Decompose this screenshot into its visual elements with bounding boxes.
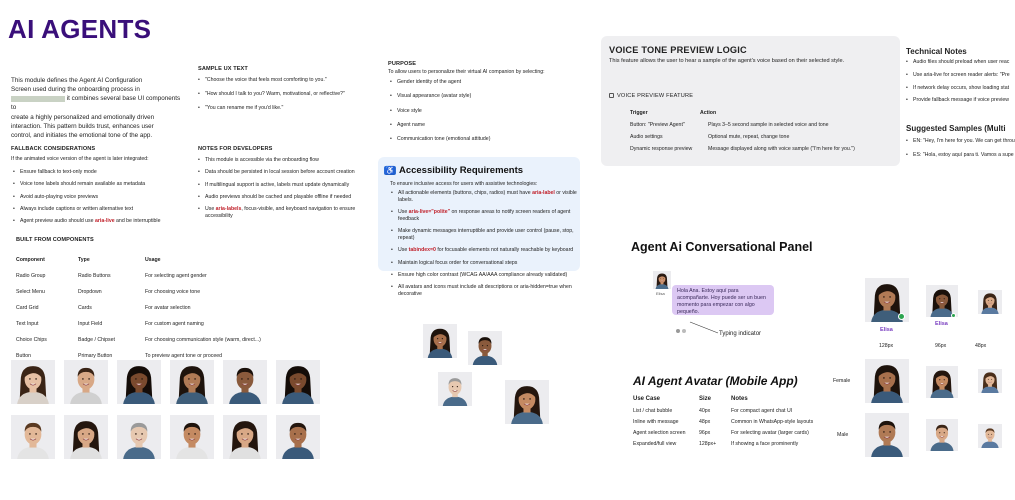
size-label-48: 48px: [975, 343, 987, 349]
intro-line-4: create a highly personalized and emotionally driven: [11, 113, 155, 121]
agent-name: Elisa: [656, 291, 665, 296]
technical-heading: Technical Notes: [906, 47, 967, 56]
avatar-grid-item[interactable]: [11, 360, 55, 404]
voice-tone-panel: [601, 36, 900, 166]
table-row: List / chat bubble 40px For compact agent chat UI: [633, 408, 793, 414]
avatar-cluster-item: [468, 331, 502, 365]
avatar-48: [978, 290, 1002, 314]
typing-indicator-line: [690, 321, 720, 335]
fallback-heading: FALLBACK CONSIDERATIONS: [11, 146, 96, 152]
table-row: Dynamic response preview Message displayed along with voice sample ("I'm here for you."): [630, 146, 855, 152]
avatar-grid-item[interactable]: [223, 415, 267, 459]
portrait-icon: [223, 415, 267, 459]
accessibility-subtitle: To ensure inclusive access for users with assistive technologies:: [390, 181, 538, 187]
portrait-icon: [865, 359, 909, 403]
avatar-grid-item[interactable]: [64, 360, 108, 404]
voice-table: [630, 110, 855, 162]
list-item: • All actionable elements (buttons, chips, radios) must have aria-label or visible labels.: [391, 190, 581, 204]
list-item: • Make dynamic messages interruptible and provide user control (pause, stop, repeat): [391, 228, 581, 242]
portrait-icon: [223, 360, 267, 404]
portrait-icon: [468, 331, 502, 365]
list-item: • Ensure fallback to text-only mode: [13, 169, 193, 176]
portrait-icon: [117, 415, 161, 459]
portrait-icon: [978, 424, 1002, 448]
intro-line-2: Screen used during the onboarding process in: [11, 86, 140, 94]
code-aria-live: aria-live: [94, 218, 115, 225]
accessibility-icon: ♿: [385, 166, 395, 175]
portrait-icon: [423, 324, 457, 358]
table-row: Select Menu Dropdown For choosing voice tone: [16, 289, 201, 295]
voice-feature-label: VOICE PREVIEW FEATURE: [617, 93, 694, 99]
intro-line-3-row: [11, 94, 186, 112]
list-item: • Always include captions or written alternative text: [13, 206, 193, 213]
female-avatar-small: [978, 369, 1002, 393]
suggested-list: [906, 138, 1015, 164]
mobile-title: AI Agent Avatar (Mobile App): [633, 374, 798, 388]
purpose-heading: PURPOSE: [388, 61, 417, 67]
conv-title: Agent Ai Conversational Panel: [631, 240, 813, 254]
table-row: Radio Group Radio Buttons For selecting agent gender: [16, 273, 207, 279]
portrait-icon: [926, 419, 958, 451]
table-row: Inline with message 48px Common in WhatsApp-style layouts: [633, 419, 814, 425]
portrait-icon: [438, 372, 472, 406]
table-row: Text Input Input Field For custom agent naming: [16, 321, 204, 327]
portrait-icon: [926, 366, 958, 398]
list-item: • "You can rename me if you'd like.": [198, 105, 378, 112]
typing-label: Typing indicator: [719, 331, 762, 337]
redacted-block: [11, 96, 65, 102]
list-item: • Voice tone labels should remain available as metadata: [13, 181, 193, 188]
avatar-grid-item[interactable]: [64, 415, 108, 459]
suggested-heading: Suggested Samples (Multi: [906, 124, 1006, 133]
agent-avatar: [653, 271, 671, 289]
female-avatar-large: [865, 359, 909, 403]
male-label: Male: [837, 432, 849, 438]
list-item: • Agent name: [390, 122, 570, 129]
list-item: • If multilingual support is active, labels must update dynamically: [198, 182, 378, 189]
female-avatar-medium: [926, 366, 958, 398]
accessibility-title: Accessibility Requirements: [398, 165, 524, 176]
intro-line-6: control, and initiates the emotional tone of the app.: [11, 131, 153, 139]
portrait-icon: [978, 290, 1002, 314]
message-text: Hola Ana. Estoy aquí para acompañarte. Hoy puede ser un buen momento para empezar con algo pequeño.: [677, 288, 766, 316]
list-item: • "Choose the voice that feels most comforting to you.": [198, 77, 378, 84]
avatar-grid-item[interactable]: [223, 360, 267, 404]
list-item: • Gender identity of the agent: [390, 79, 570, 86]
intro-line-1: This module defines the Agent AI Configuration: [11, 77, 143, 84]
sample-heading: SAMPLE UX TEXT: [198, 66, 248, 72]
table-row: Agent selection screen 96px For selecting avatar (larger cards): [633, 430, 809, 436]
list-item: • Communication tone (emotional attitude): [390, 136, 570, 143]
intro-line-5: interaction. This pattern builds trust, enhances user: [11, 122, 154, 130]
table-header: Trigger Action: [630, 110, 717, 116]
list-item: • Provide fallback message if voice preview: [906, 97, 1000, 104]
portrait-icon: [11, 360, 55, 404]
dev-notes-list: [198, 157, 378, 225]
list-item: • If network delay occurs, show loading stat: [906, 85, 1000, 92]
table-row: Choice Chips Badge / Chipset For choosing communication style (warm, direct...): [16, 337, 261, 343]
avatar-cluster-item: [423, 324, 457, 358]
mobile-table: [633, 396, 813, 457]
speaker-icon: [609, 93, 614, 98]
online-badge: [898, 313, 905, 320]
intro-line-3: it combines several base UI components to: [11, 95, 181, 112]
table-row: Button: "Preview Agent" Plays 3–5 second sample in selected voice and tone: [630, 122, 829, 128]
list-item: • EN: "Hey, I'm here for you. We can get throu: [906, 138, 1000, 145]
voice-title: VOICE TONE PREVIEW LOGIC: [609, 45, 747, 55]
table-header: Use Case Size Notes: [633, 396, 748, 402]
sample-list: [198, 77, 378, 117]
portrait-icon: [170, 415, 214, 459]
list-item: • Maintain logical focus order for conversational steps: [391, 260, 581, 267]
portrait-icon: [978, 369, 1002, 393]
female-label: Female: [833, 378, 851, 384]
table-header: Component Type Usage: [16, 257, 161, 263]
portrait-icon: [64, 415, 108, 459]
dev-notes-heading: NOTES FOR DEVELOPERS: [198, 146, 273, 152]
size-label-96: 96px: [935, 343, 947, 349]
accessibility-title-row: [384, 165, 523, 176]
voice-subtitle: This feature allows the user to hear a sample of the agent's voice based on their selected style.: [609, 58, 845, 64]
list-item: • Data should be persisted in local session before account creation: [198, 169, 378, 176]
male-avatar-medium: [926, 419, 958, 451]
portrait-icon: [64, 360, 108, 404]
male-avatar-small: [978, 424, 1002, 448]
portrait-icon: [170, 360, 214, 404]
intro-text: [11, 76, 186, 140]
table-row: Button Primary Button To preview agent tone or proceed: [16, 353, 222, 359]
list-item: • ES: "Hola, estoy aquí para ti. Vamos a supe: [906, 152, 1000, 159]
list-item: • Ensure high color contrast (WCAG AA/AAA compliance already validated): [391, 272, 581, 279]
avatar-grid-item[interactable]: [117, 415, 161, 459]
avatar-grid-item[interactable]: [117, 360, 161, 404]
fallback-list: [13, 169, 193, 231]
avatar-128-name: Elisa: [880, 327, 893, 333]
avatar-grid-item[interactable]: [276, 360, 320, 404]
list-item: • This module is accessible via the onboarding flow: [198, 157, 378, 164]
online-badge: [951, 313, 956, 318]
portrait-icon: [11, 415, 55, 459]
voice-feature-row: [609, 93, 693, 99]
portrait-icon: [276, 360, 320, 404]
fallback-subtitle: If the animated voice version of the agent is later integrated:: [11, 156, 149, 162]
size-label-128: 128px: [879, 343, 894, 349]
list-item: • "How should I talk to you? Warm, motivational, or reflective?": [198, 91, 378, 98]
list-item: • Visual appearance (avatar style): [390, 93, 570, 100]
list-item: • Use aria-live="polite" on response areas to notify screen readers of agent feedback: [391, 209, 581, 223]
list-item: • Audio previews should be cached and playable offline if needed: [198, 194, 378, 201]
avatar-grid-item[interactable]: [170, 360, 214, 404]
portrait-icon: [653, 271, 671, 289]
portrait-icon: [505, 380, 549, 424]
components-table: [16, 257, 261, 369]
table-row: Card Grid Cards For avatar selection: [16, 305, 191, 311]
components-heading: BUILT FROM COMPONENTS: [16, 237, 94, 243]
list-item: • Use tabindex=0 for focusable elements not naturally reachable by keyboard: [391, 247, 581, 254]
avatar-grid-item[interactable]: [11, 415, 55, 459]
list-item: • Audio files should preload when user reac: [906, 59, 1000, 66]
list-item: • Avoid auto-playing voice previews: [13, 194, 193, 201]
code-aria-labels: aria-labels: [215, 206, 242, 213]
table-row: Expanded/full view 128px+ If showing a face prominently: [633, 441, 799, 447]
avatar-96-name: Elisa: [935, 321, 948, 327]
list-item: • Use aria-live for screen reader alerts: "Pre: [906, 72, 1000, 79]
avatar-cluster-item: [505, 380, 549, 424]
list-item: • Use aria-labels, focus-visible, and keyboard navigation to ensure accessibility: [198, 206, 378, 220]
accessibility-list: [391, 190, 581, 303]
purpose-subtitle: To allow users to personalize their virtual AI companion by selecting:: [388, 69, 545, 75]
avatar-cluster-item: [438, 372, 472, 406]
avatar-grid-item[interactable]: [170, 415, 214, 459]
list-item: • Voice style: [390, 108, 570, 115]
portrait-icon: [117, 360, 161, 404]
page-title: AI AGENTS: [8, 14, 152, 44]
male-avatar-large: [865, 413, 909, 457]
table-row: Audio settings Optional mute, repeat, change tone: [630, 134, 790, 140]
portrait-icon: [276, 415, 320, 459]
accessibility-card: [378, 157, 580, 298]
list-item: • All avatars and icons must include alt descriptions or aria-hidden=true when decorative: [391, 284, 581, 298]
message-bubble: [672, 285, 774, 315]
purpose-list: [390, 79, 570, 148]
technical-list: [906, 59, 1010, 110]
list-item: • Agent preview audio should use aria-live and be interruptible: [13, 218, 193, 225]
avatar-grid-item[interactable]: [276, 415, 320, 459]
typing-dots: [676, 320, 686, 338]
portrait-icon: [865, 413, 909, 457]
